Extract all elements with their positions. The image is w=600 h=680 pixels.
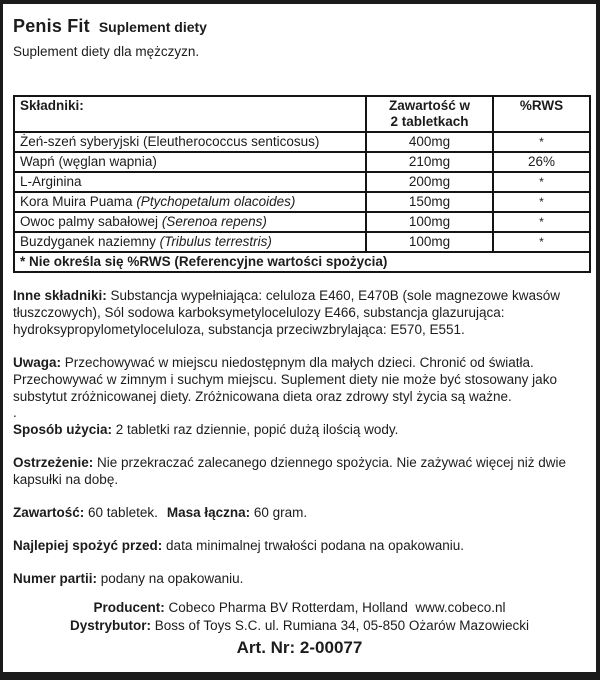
ingredient-name-text: Wapń (węglan wapnia): [20, 154, 157, 169]
section-text: Substancja wypełniająca: celuloza E460, E470B (sole magnezowe kwasów tłuszczowych), Sól sodowa karboksymetylocelulozy E466, substancja glazurująca: hydroksypropylometyloceluloza, substancja przeciwzbrylająca: E570, E551.: [13, 288, 561, 337]
ingredient-name: [14, 232, 366, 252]
section-warning-storage: [13, 354, 586, 421]
table-row: [14, 172, 590, 192]
header-amount: [366, 96, 493, 132]
rws-footnote: * Nie określa się %RWS (Referencyjne wartości spożycia): [14, 252, 590, 272]
table-footnote-row: [14, 252, 590, 272]
section-usage: [13, 421, 586, 438]
section-text: data minimalnej trwałości podana na opakowaniu.: [162, 538, 464, 553]
section-label: Zawartość:: [13, 505, 85, 520]
section-label: Sposób użycia:: [13, 422, 113, 437]
table-row: [14, 212, 590, 232]
ingredient-name: [14, 152, 366, 172]
producer-label: Producent:: [93, 600, 165, 615]
section-other-ingredients: [13, 287, 586, 338]
section-text-mass: 60 gram.: [250, 505, 308, 520]
product-subtitle: Suplement diety dla mężczyzn.: [13, 44, 200, 59]
product-title-suffix: Suplement diety: [98, 19, 207, 35]
distributor-text: Boss of Toys S.C. ul. Rumiana 34, 05-850 Ożarów Mazowiecki: [151, 618, 529, 633]
ingredient-rws: *: [493, 232, 590, 252]
section-label-mass: Masa łączna:: [166, 505, 251, 520]
producer-text: Cobeco Pharma BV Rotterdam, Holland www.cobeco.nl: [164, 600, 506, 615]
section-label: Numer partii:: [13, 571, 98, 586]
header-amount-line1: Zawartość w: [388, 98, 471, 113]
distributor-label: Dystrybutor:: [70, 618, 152, 633]
ingredient-rws: *: [493, 132, 590, 152]
section-text: podany na opakowaniu.: [97, 571, 244, 586]
ingredient-latin-name: (Serenoa repens): [161, 214, 267, 229]
section-label: Uwaga:: [13, 355, 62, 370]
ingredient-amount: 100mg: [366, 212, 493, 232]
producer-line: [13, 599, 586, 617]
section-label: Inne składniki:: [13, 288, 107, 303]
ingredient-rws: *: [493, 172, 590, 192]
section-text: Nie przekraczać zalecanego dziennego spożycia. Nie zażywać więcej niż dwie kapsułki na dobę.: [13, 455, 567, 487]
ingredient-rws: *: [493, 192, 590, 212]
header-rws: %RWS: [493, 96, 590, 132]
ingredient-rws: *: [493, 212, 590, 232]
ingredient-name: [14, 212, 366, 232]
ingredient-amount: 200mg: [366, 172, 493, 192]
section-label: Ostrzeżenie:: [13, 455, 94, 470]
ingredient-rws: 26%: [493, 152, 590, 172]
ingredient-name-text: L-Arginina: [20, 174, 82, 189]
ingredient-amount: 100mg: [366, 232, 493, 252]
section-contents: [13, 504, 586, 521]
section-best-before: [13, 537, 586, 554]
article-number: Art. Nr: 2-00077: [236, 638, 363, 657]
ingredient-amount: 210mg: [366, 152, 493, 172]
section-caution: [13, 454, 586, 488]
section-text: 60 tabletek.: [84, 505, 158, 520]
ingredient-latin-name: (Ptychopetalum olacoides): [136, 194, 296, 209]
stray-dot: .: [13, 405, 17, 420]
section-text: Przechowywać w miejscu niedostępnym dla małych dzieci. Chronić od światła. Przechowywać w zimnym i suchym miejscu. Suplement diety nie może być stosowany jako substytut zróżnicowanej diety. Zróżnicowana dieta oraz zdrowy styl życia są ważne.: [13, 355, 557, 404]
ingredient-amount: 400mg: [366, 132, 493, 152]
ingredient-latin-name: (Tribulus terrestris): [159, 234, 272, 249]
ingredient-name: [14, 192, 366, 212]
distributor-line: [13, 617, 586, 635]
ingredient-name-text: Owoc palmy sabałowej: [20, 214, 162, 229]
ingredient-amount: 150mg: [366, 192, 493, 212]
ingredient-name: [14, 172, 366, 192]
ingredient-name-text: Kora Muira Puama: [20, 194, 137, 209]
ingredients-table: [13, 95, 591, 273]
ingredient-name-text: Buzdyganek naziemny: [20, 234, 160, 249]
header-amount-line2: 2 tabletkach: [390, 114, 469, 129]
table-header-row: [14, 96, 590, 132]
table-row: [14, 192, 590, 212]
ingredient-name-text: Żeń-szeń syberyjski (Eleutherococcus senticosus): [20, 134, 320, 149]
section-batch-number: [13, 570, 586, 587]
header-ingredients: Składniki:: [14, 96, 366, 132]
section-text: 2 tabletki raz dziennie, popić dużą ilością wody.: [112, 422, 399, 437]
table-row: [14, 132, 590, 152]
product-title: Penis Fit: [13, 16, 90, 36]
table-row: [14, 232, 590, 252]
section-label: Najlepiej spożyć przed:: [13, 538, 163, 553]
ingredient-name: [14, 132, 366, 152]
info-sections: [13, 287, 586, 587]
manufacturer-block: [13, 599, 586, 635]
table-row: [14, 152, 590, 172]
title-row: [13, 16, 586, 37]
